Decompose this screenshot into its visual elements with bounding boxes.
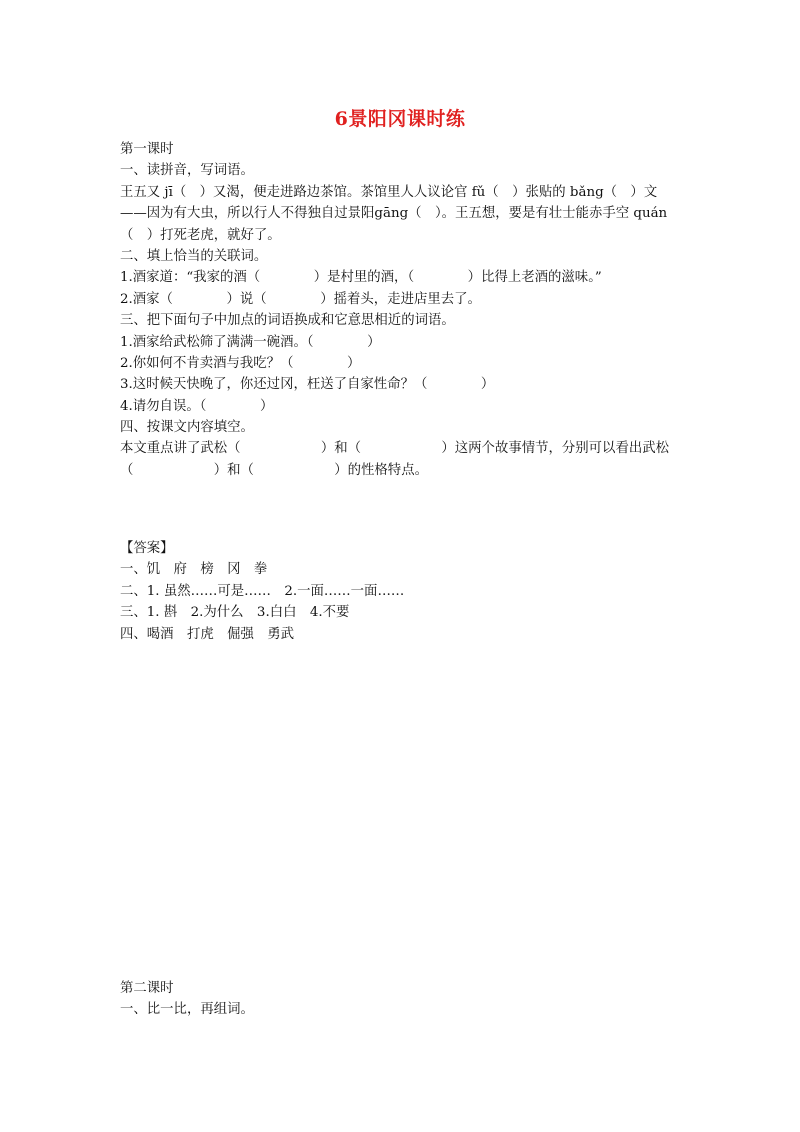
answers-heading: 【答案】 xyxy=(120,541,174,556)
question-three-item-1: 1.酒家给武松筛了满满一碗酒。（ ） xyxy=(120,334,381,350)
question-two-heading: 二、填上恰当的关联词。 xyxy=(120,248,268,264)
lesson-two-question-one: 一、比一比，再组词。 xyxy=(120,1002,254,1018)
question-four-line-2: （ ）和（ ）的性格特点。 xyxy=(120,462,428,478)
lesson-one-section xyxy=(120,139,690,481)
answer-line-1: 一、饥 府 榜 冈 拳 xyxy=(120,562,268,578)
question-four-line-1: 本文重点讲了武松（ ）和（ ）这两个故事情节，分别可以看出武松 xyxy=(120,441,670,457)
question-two-item-1: 1.酒家道：“我家的酒（ ）是村里的酒，（ ）比得上老酒的滋味。” xyxy=(120,270,602,286)
page-title: 6景阳冈课时练 xyxy=(334,108,466,130)
pinyin-passage-line-1: 王五又 jī（ ）又渴，便走进路边茶馆。茶馆里人人议论官 fǔ（ ）张贴的 bǎng（ ）文 xyxy=(120,184,658,200)
question-three-heading: 三、把下面句子中加点的词语换成和它意思相近的词语。 xyxy=(120,313,455,329)
question-two-item-2: 2.酒家（ ）说（ ）摇着头，走进店里去了。 xyxy=(120,291,481,307)
question-three-item-3: 3.这时候天快晚了，你还过冈，枉送了自家性命？（ ） xyxy=(120,377,495,393)
question-three-item-4: 4.请勿自误。（ ） xyxy=(120,398,274,414)
lesson-two-heading: 第二课时 xyxy=(120,981,174,996)
lesson-two-section xyxy=(120,978,690,1021)
question-one-heading: 一、读拼音，写词语。 xyxy=(120,163,254,179)
answers-section xyxy=(120,538,690,645)
answer-line-3: 三、1. 斟 2.为什么 3.白白 4.不要 xyxy=(120,605,350,621)
pinyin-passage-line-2: ——因为有大虫，所以行人不得独自过景阳gāng（ ）。王五想，要是有壮士能赤手空 quán xyxy=(120,206,668,222)
answer-line-2: 二、1. 虽然……可是…… 2.一面……一面…… xyxy=(120,583,405,599)
answer-line-4: 四、喝酒 打虎 倔强 勇武 xyxy=(120,626,295,642)
question-three-item-2: 2.你如何不肯卖酒与我吃？（ ） xyxy=(120,355,361,371)
question-four-heading: 四、按课文内容填空。 xyxy=(120,420,254,436)
lesson-one-heading: 第一课时 xyxy=(120,142,174,157)
pinyin-passage-line-3: （ ）打死老虎，就好了。 xyxy=(120,227,281,243)
